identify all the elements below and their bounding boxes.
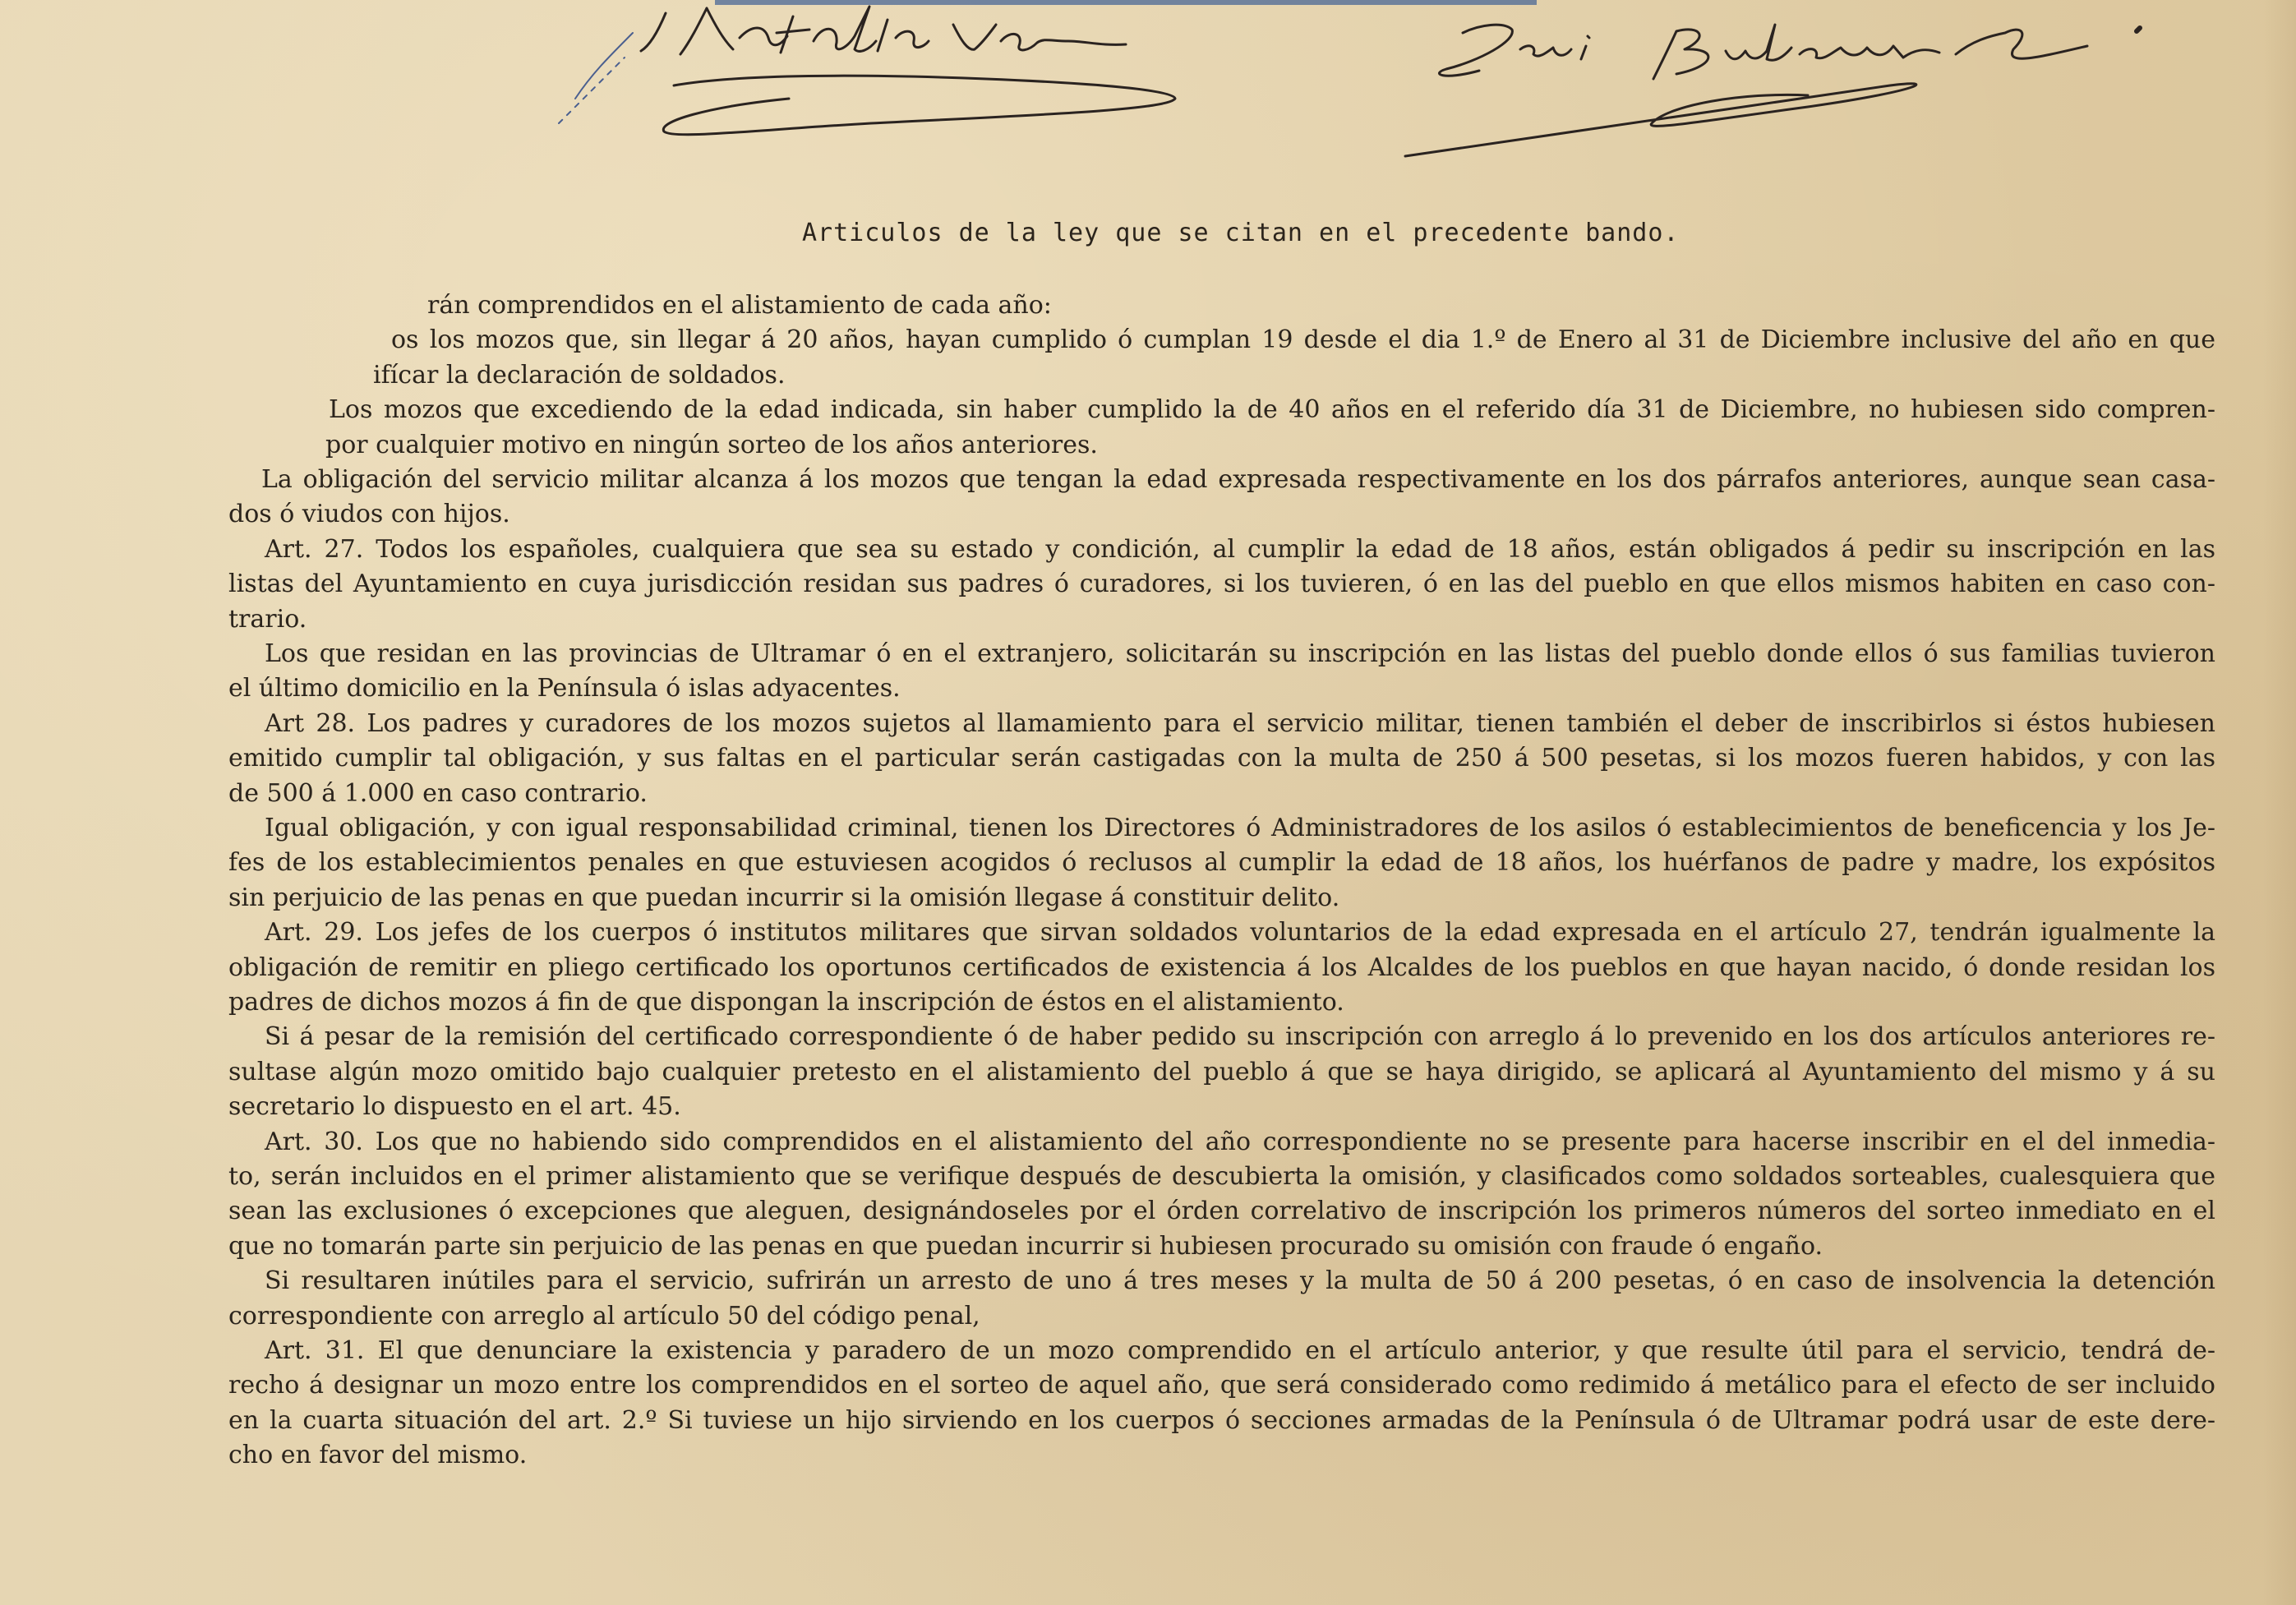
text-line: fes de los establecimientos penales en que estuviesen acogidos ó reclusos al cumplir la edad de 18 años, los huérfanos de padre y madre, los expósitos	[228, 848, 2215, 878]
text-line: rán comprendidos en el alistamiento de cada año:	[427, 291, 1052, 320]
text-line: emitido cumplir tal obligación, y sus faltas en el particular serán castigadas con la multa de 250 á 500 pesetas, si los mozos fueren habidos, y con las	[228, 744, 2215, 773]
text-line: trario.	[228, 604, 307, 634]
text-line: Art. 31. El que denunciare la existencia y paradero de un mozo comprendido en el artículo anterior, y que resulte útil para el servicio, tendrá de-	[265, 1336, 2215, 1365]
text-line: de 500 á 1.000 en caso contrario.	[228, 778, 648, 808]
text-line: el último domicilio en la Península ó islas adyacentes.	[228, 674, 901, 703]
text-line: La obligación del servicio militar alcanza á los mozos que tengan la edad expresada respectivamente en los dos párrafos anteriores, aunque sean casa-	[261, 465, 2215, 494]
signature-left	[559, 7, 1175, 135]
text-line: sultase algún mozo omitido bajo cualquier pretesto en el alistamiento del pueblo á que se haya dirigido, se aplicará al Ayuntamiento del mismo y á su	[228, 1057, 2215, 1086]
text-line: padres de dichos mozos á fin de que dispongan la inscripción de éstos en el alistamiento.	[228, 988, 1344, 1017]
text-line: Igual obligación, y con igual responsabilidad criminal, tienen los Directores ó Administradores de los asilos ó establecimientos de beneficencia y los Je-	[265, 814, 2215, 842]
text-line: secretario lo dispuesto en el art. 45.	[228, 1092, 681, 1122]
text-line: Si resultaren inútiles para el servicio, sufrirán un arresto de uno á tres meses y la multa de 50 á 200 pesetas, ó en caso de insolvencia la detención	[265, 1266, 2215, 1296]
text-line: Los mozos que excediendo de la edad indicada, sin haber cumplido la de 40 años en el referido día 31 de Diciembre, no hubiesen sido compren-	[329, 395, 2215, 425]
paper-edge-shadow	[2263, 0, 2296, 1605]
text-line: por cualquier motivo en ningún sorteo de los años anteriores.	[325, 430, 1098, 459]
text-line: listas del Ayuntamiento en cuya jurisdicción residan sus padres ó curadores, si los tuvieren, ó en las del pueblo en que ellos mismos habiten en caso con-	[228, 570, 2215, 599]
text-line: Art 28. Los padres y curadores de los mozos sujetos al llamamiento para el servicio militar, tienen también el deber de inscribirlos si éstos hubiesen	[265, 708, 2215, 738]
text-line: ifícar la declaración de soldados.	[373, 360, 786, 390]
text-line: que no tomarán parte sin perjuicio de las penas en que puedan incurrir si hubiesen procurado su omisión con fraude ó engaño.	[228, 1231, 1823, 1261]
document-title: Articulos de la ley que se citan en el precedente bando.	[802, 219, 1680, 247]
signature-right	[1405, 25, 2140, 156]
text-line: dos ó viudos con hijos.	[228, 500, 510, 529]
text-line: Art. 27. Todos los españoles, cualquiera que sea su estado y condición, al cumplir la edad de 18 años, están obligados á pedir su inscripción en las	[265, 534, 2215, 564]
text-line: os los mozos que, sin llegar á 20 años, hayan cumplido ó cumplan 19 desde el dia 1.º de Enero al 31 de Diciembre inclusive del año en que	[391, 325, 2215, 355]
text-line: Si á pesar de la remisión del certificado correspondiente ó de haber pedido su inscripción con arreglo á lo prevenido en los dos artículos anteriores re-	[265, 1022, 2215, 1052]
text-line: sean las exclusiones ó excepciones que aleguen, designándoseles por el órden correlativo de inscripción los primeros números del sorteo inmediato en el	[228, 1197, 2215, 1226]
text-line: recho á designar un mozo entre los comprendidos en el sorteo de aquel año, que será considerado como redimido á metálico para el efecto de ser incluido	[228, 1371, 2215, 1400]
text-line: to, serán incluidos en el primer alistamiento que se verifique después de descubierta la omisión, y clasificados como soldados sorteables, cualesquiera que	[228, 1162, 2215, 1191]
text-line: Art. 29. Los jefes de los cuerpos ó institutos militares que sirvan soldados voluntarios de la edad expresada en el artículo 27, tendrán igualmente la	[265, 918, 2215, 948]
text-line: Art. 30. Los que no habiendo sido comprendidos en el alistamiento del año correspondiente no se presente para hacerse inscribir en el del inmedia-	[265, 1127, 2215, 1156]
text-line: cho en favor del mismo.	[228, 1441, 528, 1470]
text-line: correspondiente con arreglo al artículo 50 del código penal,	[228, 1301, 980, 1331]
text-line: Los que residan en las provincias de Ultramar ó en el extranjero, solicitarán su inscripción en las listas del pueblo donde ellos ó sus familias tuvieron	[265, 639, 2215, 668]
text-line: sin perjuicio de las penas en que puedan incurrir si la omisión llegase á constituir delito.	[228, 883, 1340, 912]
text-line: obligación de remitir en pliego certificado los oportunos certificados de existencia á los Alcaldes de los pueblos en que hayan nacido, ó donde residan los	[228, 952, 2215, 982]
signatures	[0, 0, 2296, 181]
text-line: en la cuarta situación del art. 2.º Si tuviese un hijo sirviendo en los cuerpos ó secciones armadas de la Península ó de Ultramar podrá usar de este dere-	[228, 1405, 2215, 1435]
